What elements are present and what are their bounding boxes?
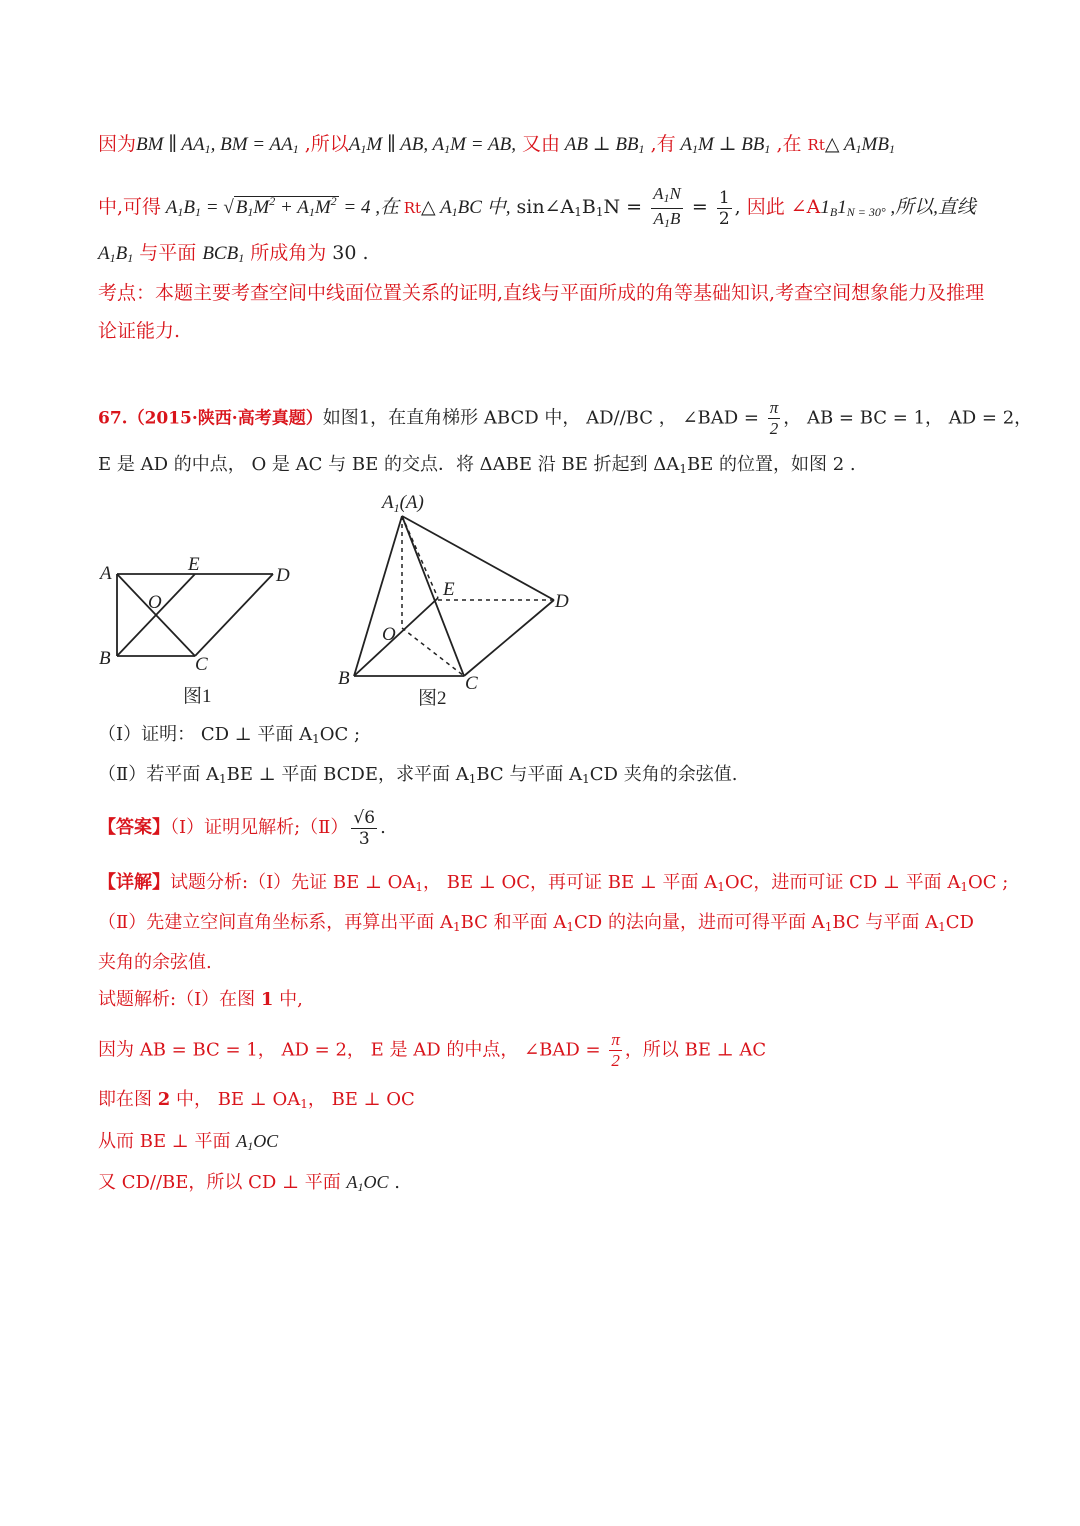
question-2 [98,762,737,792]
denominator: 2 [718,208,730,229]
math [560,134,645,155]
math-text: A [348,134,361,155]
math-text: B [581,196,596,218]
subscript: 1 [595,205,604,219]
subscript: 1 [888,142,895,156]
problem-text: 如图1，在直角梯形 ABCD 中， AD//BC ， ∠BAD = [322,407,765,429]
math-text: A [236,1131,248,1151]
detail-line-1 [98,870,1008,900]
detail-line-3: 夹角的余弦值. [98,952,212,973]
math-text: + A [275,197,309,218]
detail-text: 中， BE ⊥ OA [170,1089,301,1110]
math-text: △ A [421,197,452,218]
math-text: N [669,183,681,203]
subscript: 1 [679,462,687,476]
subscript: 1 [238,251,245,265]
text: ,所以 [298,133,349,155]
numerator: √6 [353,807,376,828]
math-text: sin∠A [510,196,575,218]
math-text: M ⊥ BB [698,134,765,155]
text: ,在 [770,133,808,155]
math [202,243,244,264]
detail-text: ， BE ⊥ OC，再可证 BE ⊥ 平面 A [423,872,718,893]
text: Rt [807,136,825,154]
math-text: , BM = AA [210,134,293,155]
detail-line-4 [98,987,303,1013]
fig2-label-c: C [465,673,478,694]
math-text: B [235,197,248,218]
answer-text: （Ⅰ）证明见解析;（Ⅱ） [170,817,349,838]
detail-text: 即在图 [98,1089,158,1110]
detail-text: ，所以 BE ⊥ AC [624,1039,767,1061]
math [349,134,516,155]
subscript: 1 [717,880,725,894]
superscript: 2 [269,194,276,208]
math [820,197,976,218]
math [510,183,741,230]
math-text: N = [603,196,649,218]
subscript: 1 [692,142,698,156]
math [236,1131,278,1151]
fig1-label-d: D [276,565,290,586]
math [161,194,404,219]
detail-text: BC 和平面 A [460,912,567,933]
subscript: 1 [312,732,320,746]
fig1-label-b: B [99,648,111,669]
subscript: 1 [177,205,184,219]
fraction [717,188,732,229]
detail-text: OC ; [968,872,1009,893]
math-text: M [314,197,331,218]
detail-text: OC，进而可证 CD ⊥ 平面 A [724,872,961,893]
question-text: （Ⅱ）若平面 A [98,764,219,785]
detail-text: （Ⅱ）先建立空间直角坐标系，再算出平面 A [98,912,453,933]
text: Rt [403,199,422,217]
fig1-label-a: A [100,563,112,584]
fig2-label-e: E [443,579,455,600]
math-text: OC [363,1172,389,1192]
subscript: N = 30° [846,205,886,219]
math [136,134,299,155]
subscript: 1 [357,1180,364,1194]
subscript: 1 [300,1097,308,1111]
label-subscript: 1 [393,501,400,515]
detail-tag: 【详解】 [98,872,170,893]
fraction [651,184,683,233]
fig2-edge-a1d [402,516,554,600]
numerator: π [769,398,779,417]
subscript: 1 [127,251,134,265]
solution-prev-line-3 [98,240,369,271]
math-text: A [98,243,110,264]
answer-tag: 【答案】 [98,817,170,838]
text: 所成角为 [244,242,327,264]
detail-text: 因为 AB = BC = 1， AD = 2， E 是 AD 的中点， ∠BAD = [98,1039,607,1061]
math-text: M = AB, [450,134,516,155]
question-text: CD 夹角的余弦值. [589,764,738,785]
math-text: B [115,243,128,264]
subscript: 1 [574,205,582,219]
subscript: 1 [218,772,227,786]
detail-text: 从而 BE ⊥ 平面 [98,1131,237,1152]
fraction-pi-over-2 [768,398,781,439]
detail-text: 试题分析:（Ⅰ）先证 BE ⊥ OA [170,872,416,893]
subscript: 1 [764,142,771,156]
subscript: 1 [109,251,116,265]
denominator: 2 [611,1051,620,1070]
problem-line-1 [98,398,1032,439]
fig2-label-o: O [382,624,396,645]
math-text: A [653,208,664,228]
solution-prev-line-2 [98,181,976,233]
problem-text: BE 的位置，如图 2 . [686,454,856,475]
math-text: A [653,183,664,203]
question-text: BC 与平面 A [476,764,583,785]
detail-text: ， BE ⊥ OC [307,1089,415,1110]
text: 又由 [515,133,560,155]
sqrt: √ $B_1M^2 + A_1M^2$ [223,194,337,219]
math [98,243,133,264]
problem-text: E 是 AD 的中点， O 是 AC 与 BE 的交点．将 ΔABE 沿 BE 折起到 ΔA [98,454,680,475]
subscript: 1 [960,880,969,894]
detail-text: 试题解析:（Ⅰ）在图 [98,989,261,1010]
question-text: BE ⊥ 平面 BCDE，求平面 A [226,764,469,785]
denominator: 3 [358,828,370,849]
math [421,197,510,218]
math-text: BCB [202,243,239,264]
answer-end: . [380,817,386,838]
text: ,有 [644,133,676,155]
subscript: 1 [204,142,211,156]
answer-fraction [351,808,377,849]
detail-text: . [388,1172,400,1193]
kaodian-line-1: 考点：本题主要考查空间中线面位置关系的证明,直线与平面所成的角等基础知识,考查空间想象能力及推理 [98,282,985,304]
math-text: M ∥ AB, A [366,134,445,155]
superscript: 2 [330,194,337,208]
detail-line-6 [98,1087,415,1117]
math-text: A [346,1172,358,1192]
fig1-label-c: C [195,654,208,675]
kaodian-line-2: 论证能力. [98,320,181,342]
fig2-label-a1 [380,492,424,515]
math-text: BM ∥ AA [136,134,205,155]
question-text: OC ; [319,724,361,745]
fig2-edge-a1b [354,516,402,676]
subscript: 1 [247,205,254,219]
question-1 [98,722,360,752]
subscript: 1 [638,142,645,156]
math-text: 1 [820,197,830,218]
detail-text: 又 CD//BE，所以 CD ⊥ 平面 [98,1172,347,1193]
subscript: 1 [415,880,424,894]
question-text: （Ⅰ）证明： CD ⊥ 平面 A [98,724,313,745]
detail-line-2 [98,910,974,940]
math-text: A [161,197,178,218]
math-text: B [183,197,196,218]
fig2-caption: 图2 [418,688,447,709]
answer-line [98,806,386,850]
subscript: B [829,205,838,219]
problem-text: ， AB = BC = 1， AD = 2， [783,407,1033,429]
math [346,1172,388,1192]
detail-line-8 [98,1169,400,1200]
text: 中,可得 [98,196,162,218]
figure-1 [95,550,305,710]
subscript: 1 [292,142,299,156]
fig2-edge-a1c [402,516,464,676]
subscript: 1 [855,142,862,156]
subscript: 1 [824,920,833,934]
figure-2 [330,488,590,713]
numerator: π [611,1030,620,1049]
fig1-caption: 图1 [183,686,212,707]
subscript: 1 [308,205,315,219]
math-text: ,所以,直线 [885,197,976,218]
numerator: 1 [718,187,730,208]
fig2-label-d: D [555,591,569,612]
math-text: BC 中, [457,197,511,218]
label-text: A [382,492,394,513]
denominator: 2 [769,419,779,438]
math-text: = [685,196,714,218]
math-text: B [669,208,681,228]
detail-text: CD 的法向量，进而可得平面 A [574,912,825,933]
detail-number: 2 [157,1089,171,1110]
label-text: (A) [399,492,424,513]
math-text: △ A [824,134,856,155]
subscript: 1 [195,205,202,219]
detail-text: 中, [273,989,303,1010]
math-text: MB [861,134,889,155]
fig1-label-e: E [188,554,200,575]
subscript: 1 [566,920,575,934]
math-text: AB ⊥ BB [560,134,639,155]
subscript: 1 [451,205,458,219]
text: 与平面 [133,242,203,264]
detail-text: CD [945,912,974,933]
problem-line-2 [98,452,856,482]
math-text: 30 . [326,242,369,264]
text: 因此 ∠A [740,196,821,218]
detail-line-5 [98,1030,766,1071]
detail-line-7 [98,1128,278,1159]
fig2-label-b: B [338,668,350,689]
text: 因为 [98,133,137,155]
fig2-edge-cd [464,600,554,676]
math-text: A [675,134,692,155]
subscript: 1 [247,1139,254,1153]
fig1-label-o: O [148,592,162,613]
subscript: 1 [452,920,461,934]
detail-number: 1 [260,989,274,1010]
math-text: , [734,196,741,218]
subscript: 1 [582,772,590,786]
math-text: = 4 ,在 [338,197,404,218]
subscript: 1 [360,142,367,156]
math-text: = [201,197,224,218]
math-text: OC [253,1131,279,1151]
subscript: 1 [663,215,670,230]
fig1-edge-cd [195,574,273,656]
fraction-pi-over-2 [609,1030,622,1071]
subscript: 1 [663,190,670,205]
math [676,134,771,155]
math-text: 1 [837,197,847,218]
solution-prev-line-1 [98,131,895,162]
subscript: 1 [938,920,946,934]
problem-header: 67.（2015·陕西·高考真题） [98,408,323,429]
math [825,134,895,155]
math-text: M [253,197,270,218]
detail-text: BC 与平面 A [832,912,939,933]
subscript: 1 [468,772,477,786]
subscript: 1 [444,142,451,156]
